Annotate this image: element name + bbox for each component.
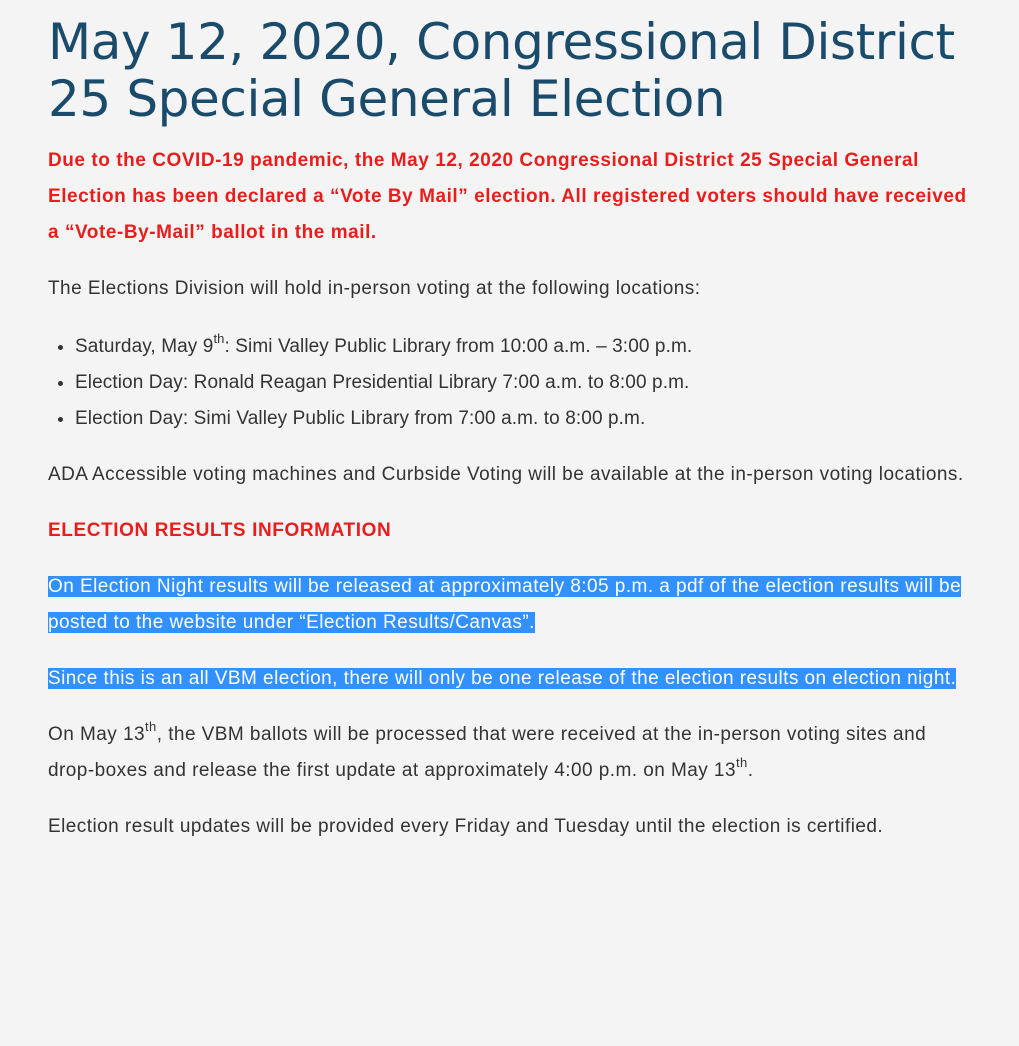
- results-paragraph-1[interactable]: [48, 569, 968, 641]
- ordinal-suffix: th: [144, 719, 157, 734]
- may13-part-3: .: [747, 760, 754, 781]
- may13-paragraph: [48, 717, 968, 789]
- main-content: [48, 14, 968, 845]
- ada-notice: ADA Accessible voting machines and Curbside Voting will be available at the in-person voting locations.: [48, 464, 964, 485]
- page-title: May 12, 2020, Congressional District 25 Special General Election: [48, 13, 955, 128]
- in-person-intro: The Elections Division will hold in-person voting at the following locations:: [48, 278, 701, 299]
- location-1-detail: : Simi Valley Public Library from 10:00 a.m. – 3:00 p.m.: [224, 336, 693, 357]
- updates-paragraph: Election result updates will be provided every Friday and Tuesday until the election is certified.: [48, 816, 884, 837]
- covid-notice: Due to the COVID-19 pandemic, the May 12, 2020 Congressional District 25 Special General Election has been declared a “Vote By Mail” election. All registered voters should have received a “Vote-By-Mail” ballot in the mail.: [48, 150, 967, 243]
- results-paragraph-2[interactable]: [48, 661, 968, 697]
- selected-text[interactable]: Since this is an all VBM election, there will only be one release of the election results on election night.: [48, 668, 957, 689]
- list-item: [75, 329, 968, 365]
- ordinal-suffix: th: [213, 331, 225, 346]
- ordinal-suffix: th: [735, 755, 748, 770]
- may13-part-2: , the VBM ballots will be processed that were received at the in-person voting sites and drop-boxes and release the first update at approximately 4:00 p.m. on May 13: [48, 724, 927, 781]
- selected-text[interactable]: On Election Night results will be released at approximately 8:05 p.m. a pdf of the election results will be posted to the website under “Election Results/Canvas”.: [48, 576, 962, 633]
- list-item: • Election Day: Ronald Reagan Presidential Library 7:00 a.m. to 8:00 p.m.: [75, 365, 968, 401]
- may13-part-1: On May 13: [48, 724, 145, 745]
- list-item: • Election Day: Simi Valley Public Library from 7:00 a.m. to 8:00 p.m.: [75, 401, 968, 437]
- location-1-date: Saturday, May 9: [75, 336, 214, 357]
- results-heading: ELECTION RESULTS INFORMATION: [48, 520, 392, 541]
- location-list: [48, 329, 968, 437]
